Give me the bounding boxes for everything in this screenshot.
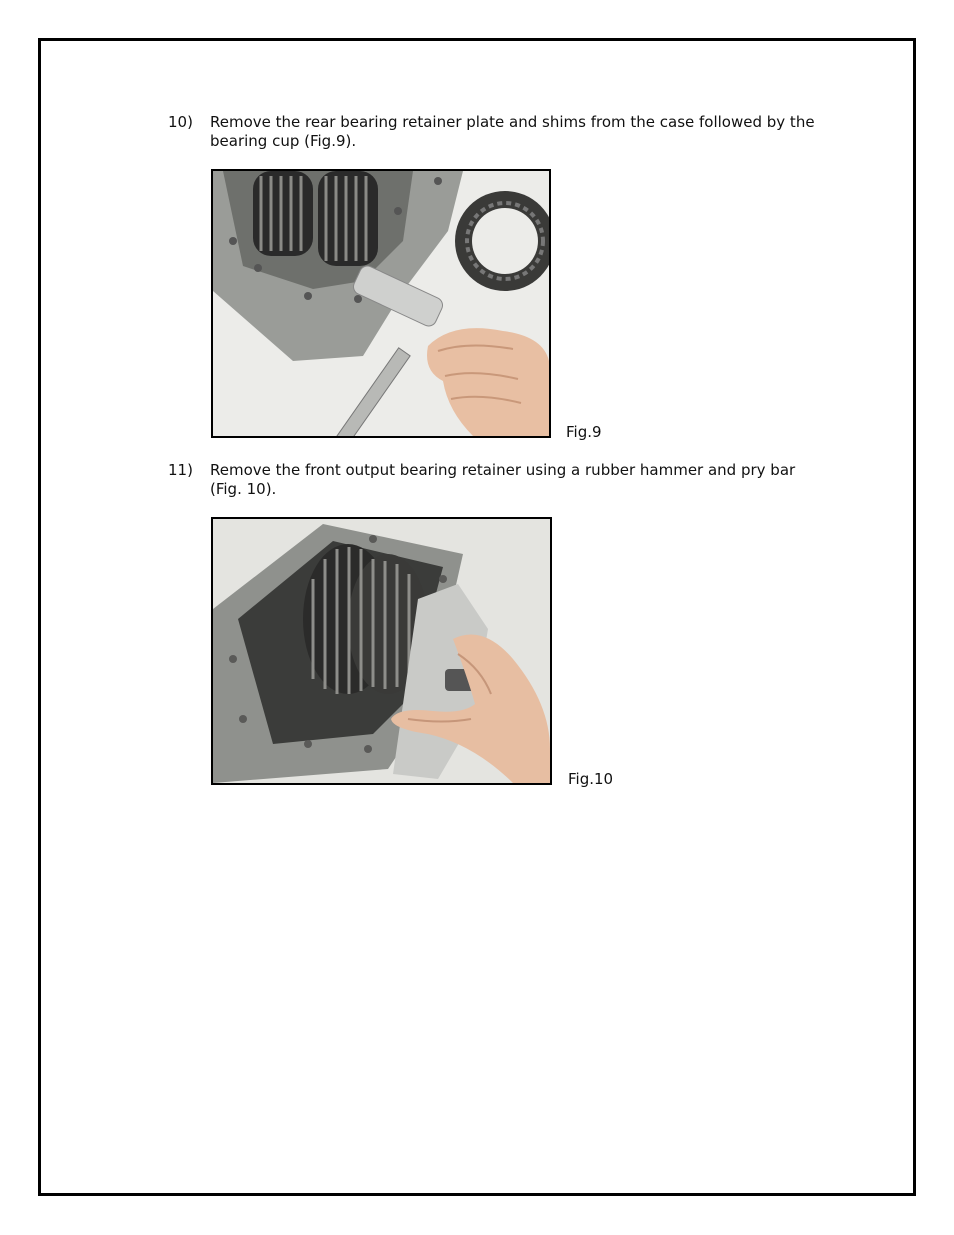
figure-caption: Fig.10 — [568, 770, 614, 788]
step-text: Remove the rear bearing retainer plate and shims from the case followed by the bearing cup (Fig.9). — [210, 113, 815, 150]
transfer-case-rear-photo-icon — [213, 171, 549, 436]
figure-9-photo-icon — [211, 169, 551, 438]
transfer-case-front-photo-icon — [213, 519, 550, 783]
step-number: 10) — [168, 113, 193, 131]
figure-caption: Fig.9 — [566, 423, 602, 441]
figure-10-photo-icon — [211, 517, 552, 785]
step-11 — [168, 461, 828, 501]
step-number: 11) — [168, 461, 193, 479]
step-text: Remove the front output bearing retainer using a rubber hammer and pry bar (Fig. 10). — [210, 461, 796, 498]
step-10 — [168, 113, 828, 153]
